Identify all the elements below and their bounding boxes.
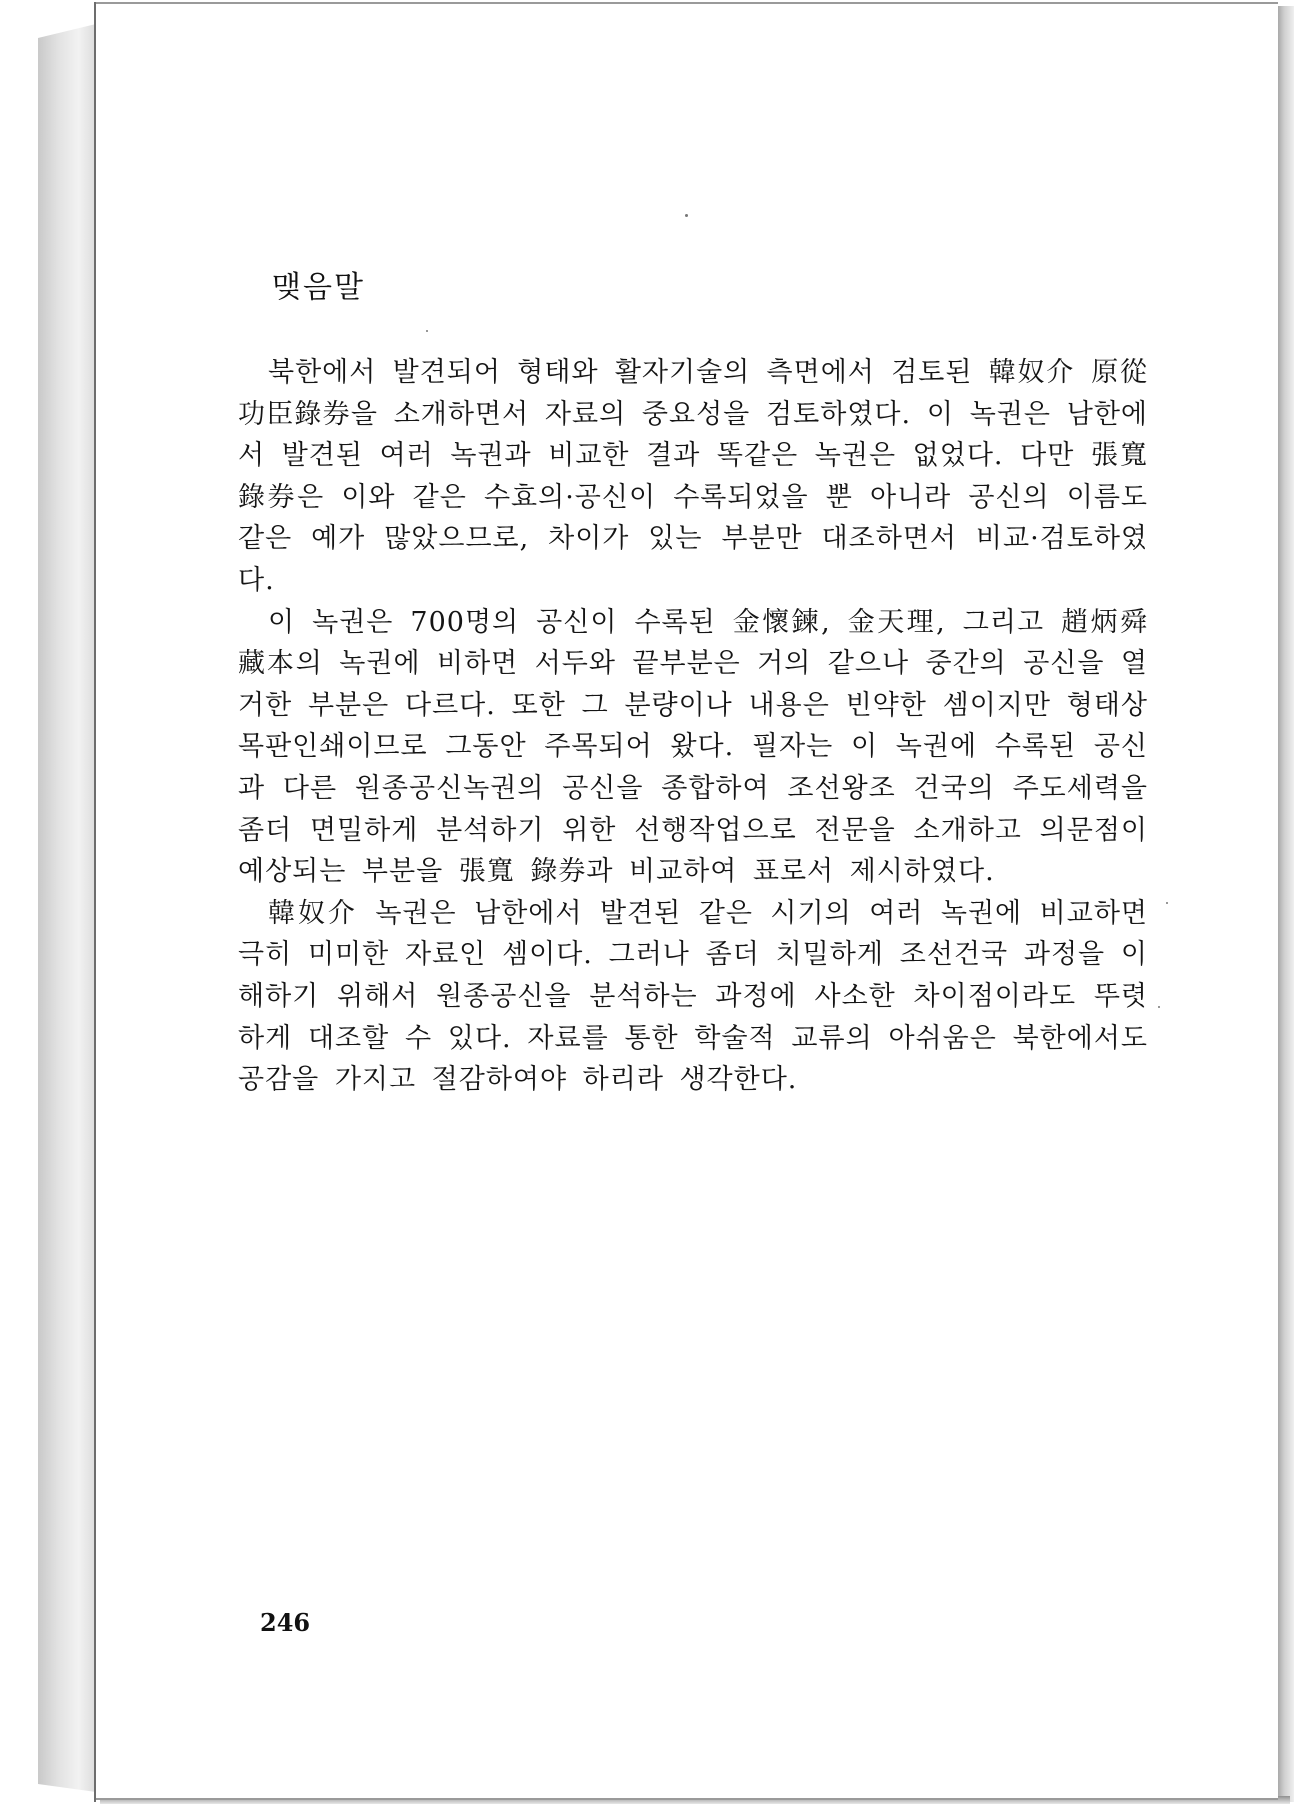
scan-speck [685, 214, 688, 217]
paragraph-3: 韓奴介 녹권은 남한에서 발견된 같은 시기의 여러 녹권에 비교하면 극히 미미한 자료인 셈이다. 그러나 좀더 치밀하게 조선건국 과정을 이해하기 위해서 원종공신을 분석하는 과정에 사소한 차이점이라도 뚜렷하게 대조할 수 있다. 자료를 통한 학술적 교류의 아쉬움은 북한에서도 공감을 가지고 절감하여야 하리라 생각한다. [238, 897, 1148, 1096]
scan-speck [426, 330, 428, 332]
section-title: 맺음말 [272, 270, 365, 305]
page-number: 246 [260, 1608, 311, 1637]
page-right-shadow [1276, 6, 1294, 1802]
scan-speck [1158, 1006, 1160, 1008]
paragraph-1: 북한에서 발견되어 형태와 활자기술의 측면에서 검토된 韓奴介 原從功臣錄券을 소개하면서 자료의 중요성을 검토하였다. 이 녹권은 남한에서 발견된 여러 녹권과 비교한 결과 똑같은 녹권은 없었다. 다만 張寬 錄券은 이와 같은 수효의·공신이 수록되었을 뿐 아니라 공신의 이름도 같은 예가 많았으므로, 차이가 있는 부분만 대조하면서 비교·검토하였다. [238, 357, 1148, 596]
book-spine [38, 24, 96, 1792]
body-text [238, 352, 1148, 1101]
paragraph-2: 이 녹권은 700명의 공신이 수록된 金懷鍊, 金天理, 그리고 趙炳舜藏本의 녹권에 비하면 서두와 끝부분은 거의 같으나 중간의 공신을 열거한 부분은 다르다. 또한 그 분량이나 내용은 빈약한 셈이지만 형태상 목판인쇄이므로 그동안 주목되어 왔다. 필자는 이 녹권에 수록된 공신과 다른 원종공신녹권의 공신을 종합하여 조선왕조 건국의 주도세력을 좀더 면밀하게 분석하기 위한 선행작업으로 전문을 소개하고 의문점이 예상되는 부분을 張寬 錄券과 비교하여 표로서 제시하였다. [238, 606, 1148, 888]
scan-speck [1166, 902, 1168, 904]
